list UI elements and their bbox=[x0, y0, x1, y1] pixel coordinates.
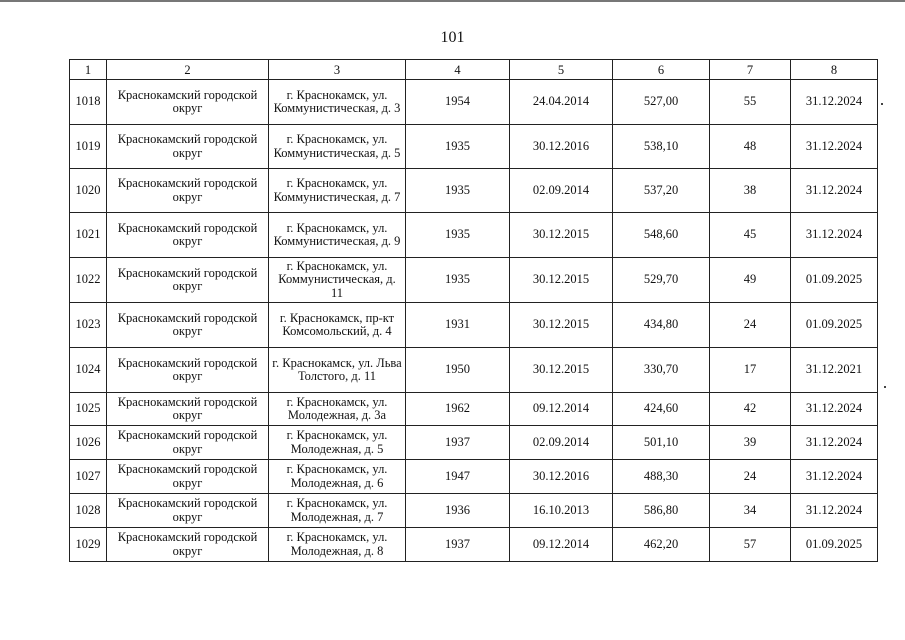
cell-address: г. Краснокамск, ул. Коммунистическая, д. 11 bbox=[269, 258, 406, 303]
table-row bbox=[70, 460, 878, 494]
cell-address: г. Краснокамск, ул. Коммунистическая, д. 9 bbox=[269, 213, 406, 258]
cell-date: 24.04.2014 bbox=[510, 80, 613, 125]
cell-deadline: 31.12.2024 bbox=[791, 125, 878, 169]
header-row bbox=[70, 60, 878, 80]
cell-year: 1947 bbox=[406, 460, 510, 494]
table-row bbox=[70, 528, 878, 562]
table-row bbox=[70, 169, 878, 213]
cell-deadline: 01.09.2025 bbox=[791, 528, 878, 562]
cell-year: 1935 bbox=[406, 213, 510, 258]
cell-address: г. Краснокамск, ул. Молодежная, д. 5 bbox=[269, 426, 406, 460]
cell-year: 1937 bbox=[406, 426, 510, 460]
column-header: 1 bbox=[70, 60, 107, 80]
cell-owner: Краснокамский городской округ bbox=[107, 303, 269, 348]
cell-id: 1023 bbox=[70, 303, 107, 348]
cell-address: г. Краснокамск, пр-кт Комсомольский, д. 4 bbox=[269, 303, 406, 348]
cell-units: 24 bbox=[710, 460, 791, 494]
cell-year: 1937 bbox=[406, 528, 510, 562]
cell-area: 538,10 bbox=[613, 125, 710, 169]
table-row bbox=[70, 303, 878, 348]
scan-speck bbox=[884, 386, 886, 388]
cell-owner: Краснокамский городской округ bbox=[107, 125, 269, 169]
cell-owner: Краснокамский городской округ bbox=[107, 528, 269, 562]
cell-deadline: 31.12.2024 bbox=[791, 426, 878, 460]
cell-id: 1020 bbox=[70, 169, 107, 213]
cell-address: г. Краснокамск, ул. Льва Толстого, д. 11 bbox=[269, 348, 406, 393]
cell-id: 1022 bbox=[70, 258, 107, 303]
cell-date: 30.12.2015 bbox=[510, 258, 613, 303]
cell-area: 527,00 bbox=[613, 80, 710, 125]
cell-year: 1950 bbox=[406, 348, 510, 393]
cell-address: г. Краснокамск, ул. Коммунистическая, д. 3 bbox=[269, 80, 406, 125]
cell-units: 38 bbox=[710, 169, 791, 213]
cell-deadline: 01.09.2025 bbox=[791, 303, 878, 348]
cell-units: 55 bbox=[710, 80, 791, 125]
cell-date: 09.12.2014 bbox=[510, 528, 613, 562]
cell-owner: Краснокамский городской округ bbox=[107, 169, 269, 213]
cell-address: г. Краснокамск, ул. Молодежная, д. 6 bbox=[269, 460, 406, 494]
cell-area: 529,70 bbox=[613, 258, 710, 303]
column-header: 6 bbox=[613, 60, 710, 80]
cell-address: г. Краснокамск, ул. Молодежная, д. 3а bbox=[269, 393, 406, 426]
cell-area: 501,10 bbox=[613, 426, 710, 460]
cell-units: 24 bbox=[710, 303, 791, 348]
cell-deadline: 31.12.2024 bbox=[791, 213, 878, 258]
registry-table bbox=[69, 59, 878, 562]
cell-id: 1029 bbox=[70, 528, 107, 562]
cell-year: 1931 bbox=[406, 303, 510, 348]
table-row bbox=[70, 213, 878, 258]
cell-id: 1025 bbox=[70, 393, 107, 426]
cell-id: 1018 bbox=[70, 80, 107, 125]
table-row bbox=[70, 426, 878, 460]
scan-speck bbox=[881, 103, 883, 105]
cell-address: г. Краснокамск, ул. Молодежная, д. 8 bbox=[269, 528, 406, 562]
cell-area: 462,20 bbox=[613, 528, 710, 562]
cell-owner: Краснокамский городской округ bbox=[107, 213, 269, 258]
cell-deadline: 31.12.2024 bbox=[791, 80, 878, 125]
cell-address: г. Краснокамск, ул. Молодежная, д. 7 bbox=[269, 494, 406, 528]
cell-units: 45 bbox=[710, 213, 791, 258]
column-header: 2 bbox=[107, 60, 269, 80]
cell-area: 586,80 bbox=[613, 494, 710, 528]
cell-units: 39 bbox=[710, 426, 791, 460]
cell-address: г. Краснокамск, ул. Коммунистическая, д. 7 bbox=[269, 169, 406, 213]
column-header: 3 bbox=[269, 60, 406, 80]
cell-owner: Краснокамский городской округ bbox=[107, 258, 269, 303]
cell-owner: Краснокамский городской округ bbox=[107, 393, 269, 426]
cell-date: 16.10.2013 bbox=[510, 494, 613, 528]
page-number: 101 bbox=[440, 29, 465, 46]
cell-id: 1028 bbox=[70, 494, 107, 528]
cell-units: 34 bbox=[710, 494, 791, 528]
cell-id: 1024 bbox=[70, 348, 107, 393]
cell-owner: Краснокамский городской округ bbox=[107, 460, 269, 494]
cell-units: 42 bbox=[710, 393, 791, 426]
column-header: 5 bbox=[510, 60, 613, 80]
cell-date: 09.12.2014 bbox=[510, 393, 613, 426]
cell-id: 1021 bbox=[70, 213, 107, 258]
cell-id: 1027 bbox=[70, 460, 107, 494]
table-row bbox=[70, 494, 878, 528]
cell-owner: Краснокамский городской округ bbox=[107, 348, 269, 393]
column-header: 7 bbox=[710, 60, 791, 80]
cell-owner: Краснокамский городской округ bbox=[107, 80, 269, 125]
cell-address: г. Краснокамск, ул. Коммунистическая, д. 5 bbox=[269, 125, 406, 169]
table-row bbox=[70, 393, 878, 426]
table-row bbox=[70, 80, 878, 125]
cell-date: 30.12.2016 bbox=[510, 460, 613, 494]
scan-top-edge bbox=[0, 0, 905, 2]
cell-id: 1026 bbox=[70, 426, 107, 460]
cell-deadline: 31.12.2024 bbox=[791, 494, 878, 528]
cell-units: 17 bbox=[710, 348, 791, 393]
cell-date: 02.09.2014 bbox=[510, 426, 613, 460]
cell-year: 1962 bbox=[406, 393, 510, 426]
cell-date: 30.12.2015 bbox=[510, 213, 613, 258]
cell-owner: Краснокамский городской округ bbox=[107, 426, 269, 460]
cell-area: 488,30 bbox=[613, 460, 710, 494]
table-row bbox=[70, 125, 878, 169]
table-row bbox=[70, 258, 878, 303]
cell-deadline: 01.09.2025 bbox=[791, 258, 878, 303]
cell-owner: Краснокамский городской округ bbox=[107, 494, 269, 528]
cell-date: 02.09.2014 bbox=[510, 169, 613, 213]
cell-area: 330,70 bbox=[613, 348, 710, 393]
cell-units: 49 bbox=[710, 258, 791, 303]
cell-year: 1935 bbox=[406, 169, 510, 213]
cell-deadline: 31.12.2024 bbox=[791, 393, 878, 426]
cell-date: 30.12.2015 bbox=[510, 303, 613, 348]
cell-area: 548,60 bbox=[613, 213, 710, 258]
cell-units: 48 bbox=[710, 125, 791, 169]
cell-id: 1019 bbox=[70, 125, 107, 169]
cell-area: 537,20 bbox=[613, 169, 710, 213]
cell-area: 434,80 bbox=[613, 303, 710, 348]
cell-date: 30.12.2015 bbox=[510, 348, 613, 393]
cell-deadline: 31.12.2021 bbox=[791, 348, 878, 393]
cell-year: 1935 bbox=[406, 125, 510, 169]
cell-date: 30.12.2016 bbox=[510, 125, 613, 169]
cell-deadline: 31.12.2024 bbox=[791, 169, 878, 213]
table-row bbox=[70, 348, 878, 393]
cell-deadline: 31.12.2024 bbox=[791, 460, 878, 494]
column-header: 4 bbox=[406, 60, 510, 80]
cell-year: 1935 bbox=[406, 258, 510, 303]
cell-year: 1936 bbox=[406, 494, 510, 528]
cell-area: 424,60 bbox=[613, 393, 710, 426]
cell-year: 1954 bbox=[406, 80, 510, 125]
cell-units: 57 bbox=[710, 528, 791, 562]
column-header: 8 bbox=[791, 60, 878, 80]
